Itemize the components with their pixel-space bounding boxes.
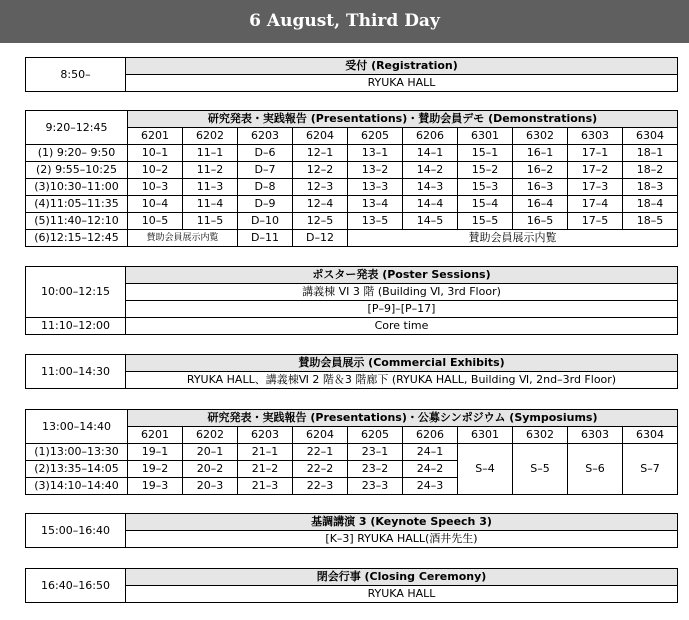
room-header: 6204 <box>293 128 348 145</box>
session-cell: 21–2 <box>238 461 293 478</box>
symposium-cell: S–5 <box>513 444 568 495</box>
session-cell: 14–5 <box>403 213 458 230</box>
session-row <box>26 230 678 247</box>
core-time: Core time <box>126 318 678 335</box>
session-cell: 18–5 <box>623 213 678 230</box>
session-label: (2)13:35–14:05 <box>26 461 128 478</box>
session-label: (3)14:10–14:40 <box>26 478 128 495</box>
keynote-time: 15:00–16:40 <box>26 514 126 548</box>
session-cell: 16–1 <box>513 145 568 162</box>
session-cell: 14–1 <box>403 145 458 162</box>
room-header: 6301 <box>458 128 513 145</box>
session-row <box>26 145 678 162</box>
session-cell: 24–1 <box>403 444 458 461</box>
session-row <box>26 162 678 179</box>
session-cell: 11–1 <box>183 145 238 162</box>
session-cell: D–10 <box>238 213 293 230</box>
keynote-detail: [K–3] RYUKA HALL(酒井先生) <box>126 531 678 548</box>
room-header: 6202 <box>183 128 238 145</box>
closing-venue: RYUKA HALL <box>126 586 678 603</box>
room-header: 6303 <box>568 128 623 145</box>
session-cell: 15–1 <box>458 145 513 162</box>
session-cell: 19–1 <box>128 444 183 461</box>
session-cell: 11–3 <box>183 179 238 196</box>
session-cell: 18–3 <box>623 179 678 196</box>
session-cell: 13–1 <box>348 145 403 162</box>
session-cell: 14–3 <box>403 179 458 196</box>
session-cell: 15–2 <box>458 162 513 179</box>
session-cell: 17–1 <box>568 145 623 162</box>
poster-range: [P–9]–[P–17] <box>126 301 678 318</box>
session-cell: 17–3 <box>568 179 623 196</box>
room-header: 6202 <box>183 427 238 444</box>
session-cell: D–11 <box>238 230 293 247</box>
afternoon-time: 13:00–14:40 <box>26 410 128 444</box>
room-header: 6304 <box>623 427 678 444</box>
session-cell: 19–3 <box>128 478 183 495</box>
session-cell: D–6 <box>238 145 293 162</box>
session-cell: 12–5 <box>293 213 348 230</box>
room-header: 6302 <box>513 128 568 145</box>
session-cell: 21–3 <box>238 478 293 495</box>
room-header: 6201 <box>128 427 183 444</box>
core-time-label: 11:10–12:00 <box>26 318 126 335</box>
session-label: (5)11:40–12:10 <box>26 213 128 230</box>
session-cell: 10–2 <box>128 162 183 179</box>
session-row <box>26 196 678 213</box>
session-label: (1)13:00–13:30 <box>26 444 128 461</box>
room-header: 6206 <box>403 427 458 444</box>
keynote-header: 基調講演 3 (Keynote Speech 3) <box>126 514 678 531</box>
session-cell: 10–4 <box>128 196 183 213</box>
session-cell: D–12 <box>293 230 348 247</box>
session-cell: 23–3 <box>348 478 403 495</box>
session-cell: D–8 <box>238 179 293 196</box>
morning-presentations-block <box>25 110 678 247</box>
room-header: 6201 <box>128 128 183 145</box>
session-cell: 16–2 <box>513 162 568 179</box>
afternoon-header: 研究発表・実践報告 (Presentations)・公募シンポジウム (Symposiums) <box>128 410 678 427</box>
session-label: (3)10:30–11:00 <box>26 179 128 196</box>
session-cell: 11–2 <box>183 162 238 179</box>
session-cell: 16–5 <box>513 213 568 230</box>
poster-sessions-block <box>25 266 678 335</box>
session-cell: 18–2 <box>623 162 678 179</box>
commercial-header: 賛助会員展示 (Commercial Exhibits) <box>126 355 678 372</box>
session-cell: 15–5 <box>458 213 513 230</box>
session-label: (2) 9:55–10:25 <box>26 162 128 179</box>
session-cell: 13–2 <box>348 162 403 179</box>
registration-time: 8:50– <box>26 58 126 92</box>
session-cell: 16–4 <box>513 196 568 213</box>
session-cell: 20–1 <box>183 444 238 461</box>
poster-venue: 講義棟 VI 3 階 (Building Ⅵ, 3rd Floor) <box>126 284 678 301</box>
session-cell: 22–3 <box>293 478 348 495</box>
session-label: (1) 9:20– 9:50 <box>26 145 128 162</box>
session-cell: 10–5 <box>128 213 183 230</box>
closing-block <box>25 568 678 603</box>
closing-time: 16:40–16:50 <box>26 569 126 603</box>
session-cell: 24–3 <box>403 478 458 495</box>
session-cell: 13–4 <box>348 196 403 213</box>
session-cell: 21–1 <box>238 444 293 461</box>
session-cell: 11–5 <box>183 213 238 230</box>
session-cell: 23–1 <box>348 444 403 461</box>
room-header: 6301 <box>458 427 513 444</box>
symposium-cell: S–6 <box>568 444 623 495</box>
session-cell: 12–4 <box>293 196 348 213</box>
room-header: 6205 <box>348 128 403 145</box>
morning-header: 研究発表・実践報告 (Presentations)・賛助会員デモ (Demonstrations) <box>128 111 678 128</box>
session-cell: 11–4 <box>183 196 238 213</box>
session-cell: 20–3 <box>183 478 238 495</box>
session-cell: 15–3 <box>458 179 513 196</box>
registration-header: 受付 (Registration) <box>126 58 678 75</box>
commercial-venue: RYUKA HALL、講義棟Ⅵ 2 階＆3 階廊下 (RYUKA HALL, Building Ⅵ, 2nd–3rd Floor) <box>126 372 678 389</box>
afternoon-presentations-block <box>25 409 678 495</box>
room-header: 6204 <box>293 427 348 444</box>
session-cell: 14–4 <box>403 196 458 213</box>
session-cell: 13–3 <box>348 179 403 196</box>
session-cell: 23–2 <box>348 461 403 478</box>
session-cell: 18–4 <box>623 196 678 213</box>
session-cell: 20–2 <box>183 461 238 478</box>
session-label: (6)12:15–12:45 <box>26 230 128 247</box>
poster-time: 10:00–12:15 <box>26 267 126 318</box>
room-header: 6203 <box>238 128 293 145</box>
session-cell: 17–4 <box>568 196 623 213</box>
session-cell: D–7 <box>238 162 293 179</box>
room-header: 6304 <box>623 128 678 145</box>
exhibit-preview-cell: 賛助会員展示内覧 <box>128 230 238 247</box>
session-cell: 12–3 <box>293 179 348 196</box>
symposium-cell: S–4 <box>458 444 513 495</box>
session-cell: 24–2 <box>403 461 458 478</box>
commercial-time: 11:00–14:30 <box>26 355 126 389</box>
session-cell: 22–2 <box>293 461 348 478</box>
exhibit-preview-cell: 賛助会員展示内覧 <box>348 230 678 247</box>
room-header: 6206 <box>403 128 458 145</box>
session-label: (4)11:05–11:35 <box>26 196 128 213</box>
session-row <box>26 179 678 196</box>
session-row <box>26 213 678 230</box>
keynote-block <box>25 513 678 548</box>
session-cell: 12–1 <box>293 145 348 162</box>
symposium-cell: S–7 <box>623 444 678 495</box>
morning-time: 9:20–12:45 <box>26 111 128 145</box>
session-cell: 10–1 <box>128 145 183 162</box>
session-cell: 18–1 <box>623 145 678 162</box>
commercial-exhibits-block <box>25 354 678 389</box>
day-title-banner: 6 August, Third Day <box>0 0 689 43</box>
registration-block <box>25 57 678 92</box>
registration-venue: RYUKA HALL <box>126 75 678 92</box>
session-cell: 22–1 <box>293 444 348 461</box>
session-cell: 14–2 <box>403 162 458 179</box>
room-header: 6302 <box>513 427 568 444</box>
room-header: 6203 <box>238 427 293 444</box>
room-header: 6205 <box>348 427 403 444</box>
session-cell: 12–2 <box>293 162 348 179</box>
session-row <box>26 444 678 461</box>
session-cell: 10–3 <box>128 179 183 196</box>
session-cell: 15–4 <box>458 196 513 213</box>
session-cell: 17–2 <box>568 162 623 179</box>
room-header: 6303 <box>568 427 623 444</box>
session-cell: 17–5 <box>568 213 623 230</box>
session-cell: D–9 <box>238 196 293 213</box>
poster-header: ポスター発表 (Poster Sessions) <box>126 267 678 284</box>
session-cell: 19–2 <box>128 461 183 478</box>
session-cell: 16–3 <box>513 179 568 196</box>
closing-header: 閉会行事 (Closing Ceremony) <box>126 569 678 586</box>
session-cell: 13–5 <box>348 213 403 230</box>
